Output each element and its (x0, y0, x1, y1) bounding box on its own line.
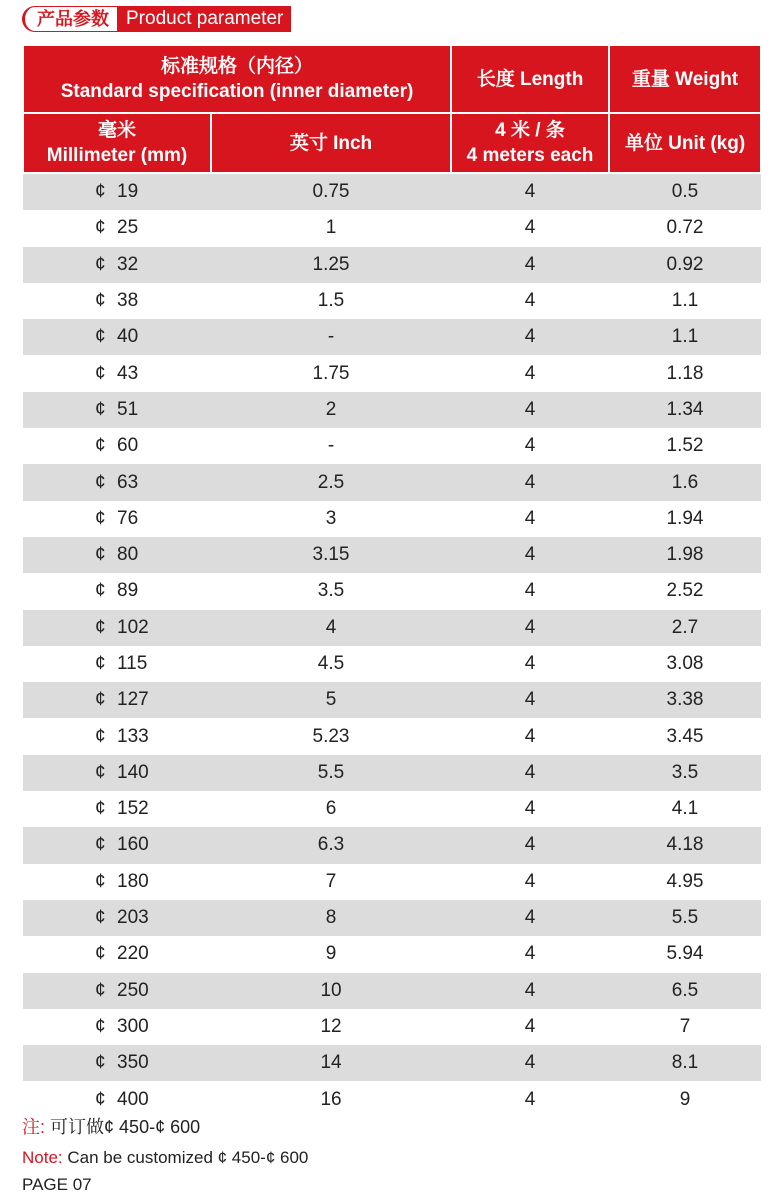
table-row (23, 646, 761, 682)
cell-length: 4 (451, 283, 609, 319)
diameter-symbol: ¢ (95, 689, 106, 711)
millimeter-value: 127 (117, 689, 149, 711)
table-row (23, 791, 761, 827)
note-en-text: Can be customized ¢ 450-¢ 600 (67, 1148, 309, 1167)
cell-millimeter (23, 210, 211, 246)
cell-millimeter (23, 755, 211, 791)
cell-length: 4 (451, 537, 609, 573)
millimeter-value: 60 (117, 435, 139, 457)
cell-length: 4 (451, 501, 609, 537)
cell-millimeter (23, 900, 211, 936)
diameter-symbol: ¢ (95, 507, 106, 529)
millimeter-value: 250 (117, 979, 149, 1001)
millimeter-value: 38 (117, 290, 139, 312)
diameter-symbol: ¢ (95, 1088, 106, 1110)
cell-inch: 1 (211, 210, 451, 246)
table-row (23, 682, 761, 718)
cell-inch: 10 (211, 973, 451, 1009)
diameter-symbol: ¢ (95, 471, 106, 493)
millimeter-value: 19 (117, 181, 139, 203)
millimeter-value: 76 (117, 507, 139, 529)
diameter-symbol: ¢ (95, 217, 106, 239)
millimeter-value: 152 (117, 798, 149, 820)
cell-weight: 4.18 (609, 827, 761, 863)
table-row (23, 392, 761, 428)
table-row (23, 464, 761, 500)
table-subheader-row (23, 113, 761, 173)
cell-inch: 3 (211, 501, 451, 537)
cell-length: 4 (451, 173, 609, 210)
cell-inch: 6 (211, 791, 451, 827)
table-row (23, 755, 761, 791)
cell-length: 4 (451, 718, 609, 754)
cell-length: 4 (451, 827, 609, 863)
page-number: PAGE 07 (22, 1175, 92, 1194)
header-length-each (451, 113, 609, 173)
table-row (23, 283, 761, 319)
diameter-symbol: ¢ (95, 653, 106, 674)
header-length-each-cn: 4 米 / 条 (495, 120, 565, 141)
cell-length: 4 (451, 973, 609, 1009)
cell-weight: 8.1 (609, 1045, 761, 1081)
cell-weight: 1.98 (609, 537, 761, 573)
millimeter-value: 133 (117, 725, 149, 747)
diameter-symbol: ¢ (95, 870, 106, 892)
millimeter-value: 350 (117, 1052, 149, 1074)
header-standard-spec (23, 45, 451, 113)
cell-millimeter (23, 319, 211, 355)
table-row (23, 355, 761, 391)
cell-millimeter (23, 464, 211, 500)
diameter-symbol: ¢ (95, 761, 106, 783)
cell-millimeter (23, 501, 211, 537)
table-row (23, 936, 761, 972)
cell-millimeter (23, 646, 211, 682)
cell-weight: 2.7 (609, 610, 761, 646)
cell-millimeter (23, 827, 211, 863)
cell-millimeter (23, 428, 211, 464)
cell-inch: 1.5 (211, 283, 451, 319)
table-row (23, 973, 761, 1009)
cell-weight: 7 (609, 1009, 761, 1045)
cell-weight: 3.38 (609, 682, 761, 718)
cell-millimeter (23, 791, 211, 827)
table-row (23, 900, 761, 936)
cell-length: 4 (451, 392, 609, 428)
header-millimeter (23, 113, 211, 173)
millimeter-value: 180 (117, 870, 149, 892)
cell-inch: 8 (211, 900, 451, 936)
cell-length: 4 (451, 247, 609, 283)
section-title-en: Product parameter (118, 6, 291, 32)
millimeter-value: 43 (117, 362, 139, 384)
diameter-symbol: ¢ (95, 1052, 106, 1074)
cell-inch: 12 (211, 1009, 451, 1045)
cell-length: 4 (451, 1081, 609, 1117)
table-row (23, 501, 761, 537)
cell-inch: 14 (211, 1045, 451, 1081)
note-cn (22, 1113, 200, 1139)
cell-weight: 6.5 (609, 973, 761, 1009)
cell-inch: 1.75 (211, 355, 451, 391)
table-row (23, 827, 761, 863)
diameter-symbol: ¢ (95, 326, 106, 348)
cell-weight: 0.92 (609, 247, 761, 283)
millimeter-value: 40 (117, 326, 139, 348)
table-row (23, 718, 761, 754)
cell-length: 4 (451, 864, 609, 900)
cell-inch: 2 (211, 392, 451, 428)
cell-weight: 3.45 (609, 718, 761, 754)
table-header-row (23, 45, 761, 113)
cell-length: 4 (451, 682, 609, 718)
millimeter-value: 32 (117, 253, 139, 275)
cell-millimeter (23, 247, 211, 283)
table-row (23, 1045, 761, 1081)
cell-weight: 1.52 (609, 428, 761, 464)
diameter-symbol: ¢ (95, 798, 106, 820)
millimeter-value: 102 (117, 616, 149, 638)
diameter-symbol: ¢ (95, 253, 106, 275)
table-row (23, 610, 761, 646)
cell-weight: 5.94 (609, 936, 761, 972)
cell-millimeter (23, 283, 211, 319)
millimeter-value: 400 (117, 1088, 149, 1110)
millimeter-value: 160 (117, 834, 149, 856)
cell-weight: 1.6 (609, 464, 761, 500)
note-cn-text: 可订做¢ 450-¢ 600 (50, 1117, 201, 1137)
header-length-each-en: 4 meters each (466, 145, 594, 166)
cell-weight: 4.1 (609, 791, 761, 827)
table-row (23, 173, 761, 210)
cell-inch: - (211, 319, 451, 355)
cell-weight: 0.72 (609, 210, 761, 246)
diameter-symbol: ¢ (95, 181, 106, 203)
cell-millimeter (23, 537, 211, 573)
cell-length: 4 (451, 573, 609, 609)
cell-millimeter (23, 973, 211, 1009)
cell-millimeter (23, 355, 211, 391)
cell-weight: 3.5 (609, 755, 761, 791)
table-body (23, 173, 761, 1118)
note-en-label: Note: (22, 1148, 63, 1167)
cell-millimeter (23, 936, 211, 972)
cell-length: 4 (451, 791, 609, 827)
millimeter-value: 140 (117, 761, 149, 783)
cell-millimeter (23, 1009, 211, 1045)
cell-inch: 4.5 (211, 646, 451, 682)
cell-length: 4 (451, 1009, 609, 1045)
millimeter-value: 51 (117, 398, 139, 420)
cell-length: 4 (451, 646, 609, 682)
table-row (23, 428, 761, 464)
header-inch: 英寸 Inch (211, 113, 451, 173)
diameter-symbol: ¢ (95, 725, 106, 747)
cell-inch: 7 (211, 864, 451, 900)
diameter-symbol: ¢ (95, 616, 106, 638)
cell-millimeter (23, 392, 211, 428)
diameter-symbol: ¢ (95, 362, 106, 384)
cell-millimeter (23, 718, 211, 754)
table-row (23, 247, 761, 283)
diameter-symbol: ¢ (95, 398, 106, 420)
cell-inch: 6.3 (211, 827, 451, 863)
cell-millimeter (23, 573, 211, 609)
cell-weight: 1.94 (609, 501, 761, 537)
cell-millimeter (23, 682, 211, 718)
cell-inch: 9 (211, 936, 451, 972)
header-millimeter-cn: 毫米 (97, 120, 136, 141)
cell-length: 4 (451, 610, 609, 646)
cell-millimeter (23, 610, 211, 646)
cell-inch: 5.5 (211, 755, 451, 791)
note-cn-label: 注: (22, 1117, 46, 1137)
cell-inch: - (211, 428, 451, 464)
table-row (23, 864, 761, 900)
diameter-symbol: ¢ (95, 580, 106, 602)
cell-inch: 3.15 (211, 537, 451, 573)
cell-weight: 3.08 (609, 646, 761, 682)
header-millimeter-en: Millimeter (mm) (46, 145, 188, 166)
table-row (23, 319, 761, 355)
millimeter-value: 300 (117, 1015, 149, 1037)
cell-length: 4 (451, 355, 609, 391)
cell-weight: 1.1 (609, 283, 761, 319)
cell-inch: 4 (211, 610, 451, 646)
cell-weight: 1.18 (609, 355, 761, 391)
table-row (23, 1009, 761, 1045)
cell-weight: 9 (609, 1081, 761, 1117)
diameter-symbol: ¢ (95, 943, 106, 965)
table-row (23, 210, 761, 246)
millimeter-value: 220 (117, 943, 149, 965)
header-standard-spec-cn: 标准规格（内径） (161, 56, 314, 77)
header-unit: 单位 Unit (kg) (609, 113, 761, 173)
cell-weight: 0.5 (609, 173, 761, 210)
cell-inch: 5 (211, 682, 451, 718)
millimeter-value: 115 (117, 653, 148, 674)
note-en (22, 1148, 308, 1168)
diameter-symbol: ¢ (95, 1015, 106, 1037)
cell-inch: 16 (211, 1081, 451, 1117)
cell-weight: 2.52 (609, 573, 761, 609)
cell-millimeter (23, 1045, 211, 1081)
header-standard-spec-en: Standard specification (inner diameter) (60, 81, 414, 102)
section-title-cn: 产品参数 (22, 6, 118, 32)
cell-inch: 3.5 (211, 573, 451, 609)
cell-inch: 2.5 (211, 464, 451, 500)
cell-weight: 1.1 (609, 319, 761, 355)
product-parameter-table (22, 44, 762, 1118)
cell-length: 4 (451, 755, 609, 791)
cell-inch: 5.23 (211, 718, 451, 754)
cell-weight: 5.5 (609, 900, 761, 936)
cell-inch: 1.25 (211, 247, 451, 283)
table-row (23, 573, 761, 609)
millimeter-value: 89 (117, 580, 139, 602)
cell-length: 4 (451, 464, 609, 500)
cell-inch: 0.75 (211, 173, 451, 210)
millimeter-value: 25 (117, 217, 139, 239)
cell-length: 4 (451, 210, 609, 246)
header-length: 长度 Length (451, 45, 609, 113)
cell-weight: 4.95 (609, 864, 761, 900)
diameter-symbol: ¢ (95, 544, 106, 566)
cell-weight: 1.34 (609, 392, 761, 428)
cell-millimeter (23, 864, 211, 900)
millimeter-value: 203 (117, 907, 149, 929)
diameter-symbol: ¢ (95, 907, 106, 929)
cell-millimeter (23, 173, 211, 210)
diameter-symbol: ¢ (95, 979, 106, 1001)
table-row (23, 537, 761, 573)
cell-length: 4 (451, 936, 609, 972)
diameter-symbol: ¢ (95, 834, 106, 856)
header-weight: 重量 Weight (609, 45, 761, 113)
cell-length: 4 (451, 900, 609, 936)
cell-length: 4 (451, 428, 609, 464)
millimeter-value: 80 (117, 544, 139, 566)
cell-length: 4 (451, 1045, 609, 1081)
diameter-symbol: ¢ (95, 435, 106, 457)
millimeter-value: 63 (117, 471, 139, 493)
section-title (22, 6, 291, 32)
diameter-symbol: ¢ (95, 290, 106, 312)
cell-length: 4 (451, 319, 609, 355)
